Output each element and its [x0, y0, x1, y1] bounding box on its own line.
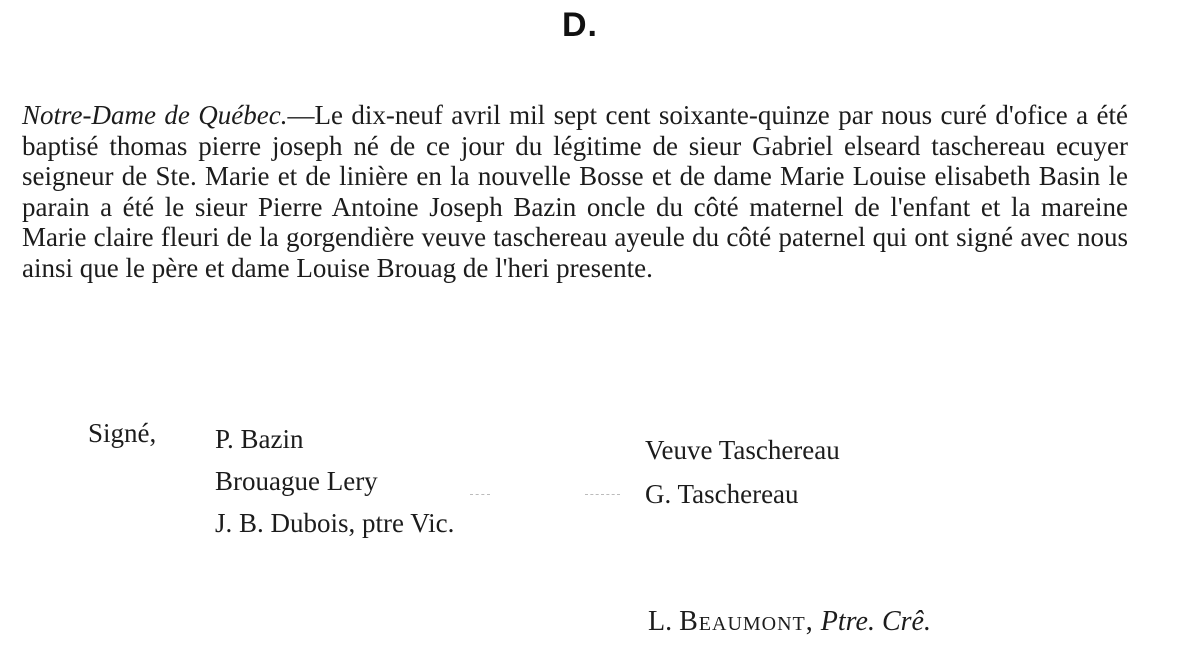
closing-initial: L. [648, 606, 673, 637]
record-place: Notre-Dame de Québec. [22, 100, 288, 130]
baptism-record [22, 100, 1128, 284]
page-heading: D. [562, 6, 598, 44]
signatures-intro: Signé, [88, 418, 157, 448]
signature-p-bazin: P. Bazin [215, 424, 304, 454]
record-separator: — [287, 100, 315, 130]
signature-dubois: J. B. Dubois, ptre Vic. [215, 508, 455, 538]
closing-signature [648, 606, 931, 638]
dotted-leader [470, 494, 490, 495]
signature-g-taschereau: G. Taschereau [645, 479, 799, 509]
signature-veuve-taschereau: Veuve Taschereau [645, 435, 840, 465]
signatures-left [215, 418, 454, 544]
closing-name: Beaumont, [679, 606, 814, 637]
dotted-leader [585, 494, 620, 495]
record-text: Le dix-neuf avril mil sept cent soixante-quinze par nous curé d'ofice a été baptisé thomas pierre joseph né de ce jour du légitime de sieur Gabriel elseard taschereau ecuyer seigneur de Ste. Marie et de linière en la nouvelle Bosse et de dame Marie Louise elisabeth Basin le parain a été le sieur Pierre Antoine Joseph Bazin oncle du côté maternel de l'enfant et la mareine Marie claire fleuri de la gorgendière veuve taschereau ayeule du côté paternel qui ont signé avec nous ainsi que le père et dame Louise Brouag de l'heri presente. [22, 100, 1128, 283]
closing-title: Ptre. Crê. [820, 606, 931, 637]
signature-brouague-lery: Brouague Lery [215, 466, 378, 496]
signatures-right [645, 428, 840, 516]
